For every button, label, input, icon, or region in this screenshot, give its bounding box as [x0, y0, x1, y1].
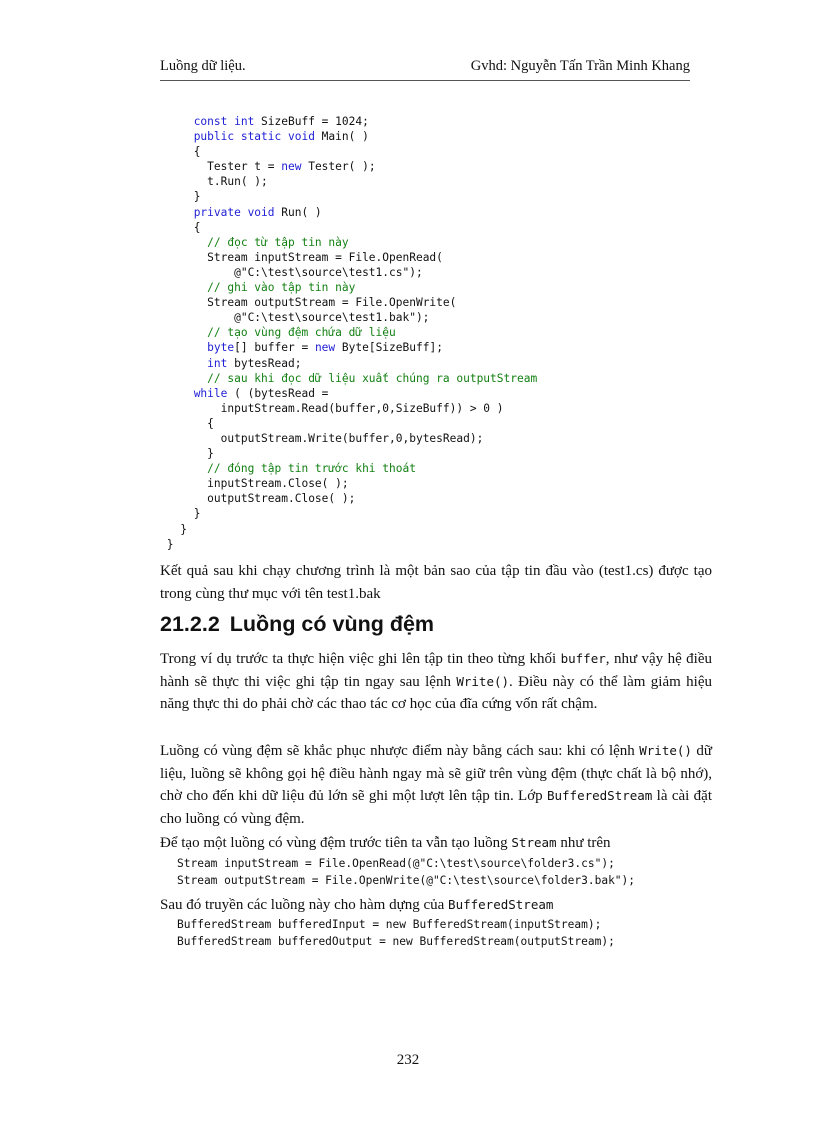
code-text: Main( ): [314, 130, 369, 144]
code-line: [160, 250, 537, 265]
code-keyword: int: [207, 356, 228, 370]
code-text: outputStream.Write(buffer,0,bytesRead);: [220, 431, 484, 445]
code-line: [160, 401, 537, 416]
code-line: [160, 356, 537, 371]
code-text: [] buffer =: [234, 341, 315, 355]
code-text: Stream inputStream = File.OpenRead(: [207, 250, 443, 264]
code-keyword: new: [314, 341, 336, 355]
inline-code: Write(): [456, 673, 510, 689]
code-line: [160, 461, 537, 476]
code-line: [160, 205, 537, 220]
code-keyword: public static void: [193, 130, 315, 144]
code-comment: // sau khi đọc dữ liệu xuất chúng ra outputStream: [207, 371, 538, 385]
code-keyword: private void: [193, 205, 275, 219]
paragraph-result: Kết quả sau khi chạy chương trình là một bản sao của tập tin đầu vào (test1.cs) được tạo trong cùng thư mục với tên test1.bak: [160, 563, 712, 602]
code-line: [160, 114, 537, 129]
code-line: [160, 537, 537, 552]
code-keyword: while: [193, 386, 228, 400]
section-title: Luồng có vùng đệm: [229, 612, 435, 636]
section-number: 21.2.2: [160, 612, 220, 636]
code-line: [160, 265, 537, 280]
code-line: [160, 295, 537, 310]
code-text: }: [207, 447, 214, 461]
code-text: @"C:\test\source\test1.bak");: [234, 311, 430, 325]
code-line: [160, 310, 537, 325]
paragraph-text: . Điều này có thể làm giảm hiệu năng thực thi do phải chờ các thao tác cơ học của đĩa cứng vốn rất chậm.: [160, 673, 713, 712]
code-line: [160, 416, 537, 431]
code-line: Stream outputStream = File.OpenWrite(@"C:\test\source\folder3.bak");: [177, 874, 636, 887]
code-text: }: [193, 507, 201, 521]
code-text: inputStream.Close( );: [207, 477, 349, 491]
code-line: [160, 386, 537, 401]
inline-code: buffer: [560, 651, 606, 666]
inline-code: Write(): [639, 743, 692, 758]
code-text: {: [193, 220, 201, 234]
code-line: [160, 280, 537, 295]
code-keyword: byte: [207, 341, 235, 355]
code-text: Byte[SizeBuff];: [335, 341, 443, 355]
code-text: t.Run( );: [207, 175, 268, 189]
paragraph-text: Để tạo một luồng có vùng đệm trước tiên ta vẫn tạo luồng: [160, 835, 512, 851]
code-text: {: [193, 145, 201, 159]
code-line: [160, 506, 537, 521]
paragraph-text: dữ liệu, luồng sẽ không gọi hệ điều hành ngay mà sẽ giữ trên vùng đệm (thực chất là bộ nhớ), chờ cho đến khi dữ liệu đủ lớn sẽ ghi một lượt lên tập tin. Lớp: [160, 743, 712, 804]
code-text: @"C:\test\source\test1.cs");: [234, 265, 423, 279]
paragraph-text: như trên: [556, 835, 611, 851]
code-comment: // tạo vùng đệm chứa dữ liệu: [207, 326, 396, 340]
inline-code: BufferedStream: [546, 788, 653, 803]
paragraph-buffered-stream: [160, 740, 712, 830]
code-text: bytesRead;: [227, 356, 302, 370]
inline-code: Stream: [511, 835, 557, 850]
code-block-streams: [177, 855, 635, 889]
code-line: BufferedStream bufferedInput = new BufferedStream(inputStream);: [177, 918, 602, 931]
paragraph-create-stream: [160, 832, 712, 855]
code-comment: // đọc từ tập tin này: [207, 235, 349, 249]
code-block-buffered: [177, 916, 615, 950]
code-line: [160, 446, 537, 461]
page-number: 232: [396, 1052, 420, 1068]
header-right-author: Gvhd: Nguyễn Tấn Trần Minh Khang: [470, 58, 690, 74]
section-heading: [160, 612, 434, 637]
paragraph-text: Luồng có vùng đệm sẽ khắc phục nhược điểm này bằng cách sau: khi có lệnh: [160, 743, 640, 759]
code-line: [160, 431, 537, 446]
code-line: [160, 129, 537, 144]
code-line: Stream inputStream = File.OpenRead(@"C:\test\source\folder3.cs");: [177, 857, 615, 870]
header-rule: [160, 80, 690, 81]
paragraph-text: Trong ví dụ trước ta thực hiện việc ghi lên tập tin theo từng khối: [160, 651, 561, 667]
code-line: [160, 476, 537, 491]
code-text: SizeBuff = 1024;: [254, 115, 369, 128]
code-line: [160, 220, 537, 235]
code-text: Run( ): [274, 205, 322, 219]
code-line: [160, 235, 537, 250]
code-text: ( (bytesRead =: [227, 386, 329, 400]
code-text: outputStream.Close( );: [207, 492, 356, 506]
paragraph-text: , như vậy hệ điều hành sẽ thực thi việc ghi tập tin ngay sau lệnh: [160, 651, 712, 690]
paragraph-text: là cài đặt cho luồng có vùng đệm.: [160, 788, 712, 827]
header-left-title: Luồng dữ liệu.: [160, 58, 246, 74]
code-text: inputStream.Read(buffer,0,SizeBuff)) > 0 ): [220, 401, 504, 415]
code-keyword: const int: [193, 115, 255, 128]
code-text: Stream outputStream = File.OpenWrite(: [207, 296, 457, 310]
code-text: Tester t =: [207, 160, 282, 174]
code-text: }: [193, 190, 201, 204]
paragraph-buffer-intro: [160, 648, 712, 716]
code-comment: // đóng tập tin trước khi thoát: [207, 462, 416, 476]
inline-code: BufferedStream: [448, 897, 554, 912]
code-block-main: [160, 114, 537, 552]
code-line: [160, 491, 537, 506]
code-line: BufferedStream bufferedOutput = new BufferedStream(outputStream);: [177, 935, 615, 948]
code-line: [160, 159, 537, 174]
paragraph-text: Sau đó truyền các luồng này cho hàm dựng của: [160, 897, 449, 913]
code-keyword: new: [281, 160, 302, 174]
code-line: [160, 371, 537, 386]
code-text: Tester( );: [301, 160, 376, 174]
code-text: {: [207, 416, 214, 430]
code-text: }: [166, 537, 174, 551]
code-comment: // ghi vào tập tin này: [207, 281, 356, 295]
code-line: [160, 340, 537, 355]
code-line: [160, 144, 537, 159]
code-line: [160, 522, 537, 537]
code-line: [160, 325, 537, 340]
code-line: [160, 189, 537, 204]
code-text: }: [180, 522, 187, 536]
paragraph-pass-streams: [160, 894, 712, 917]
code-line: [160, 174, 537, 189]
page-header: [160, 58, 690, 78]
